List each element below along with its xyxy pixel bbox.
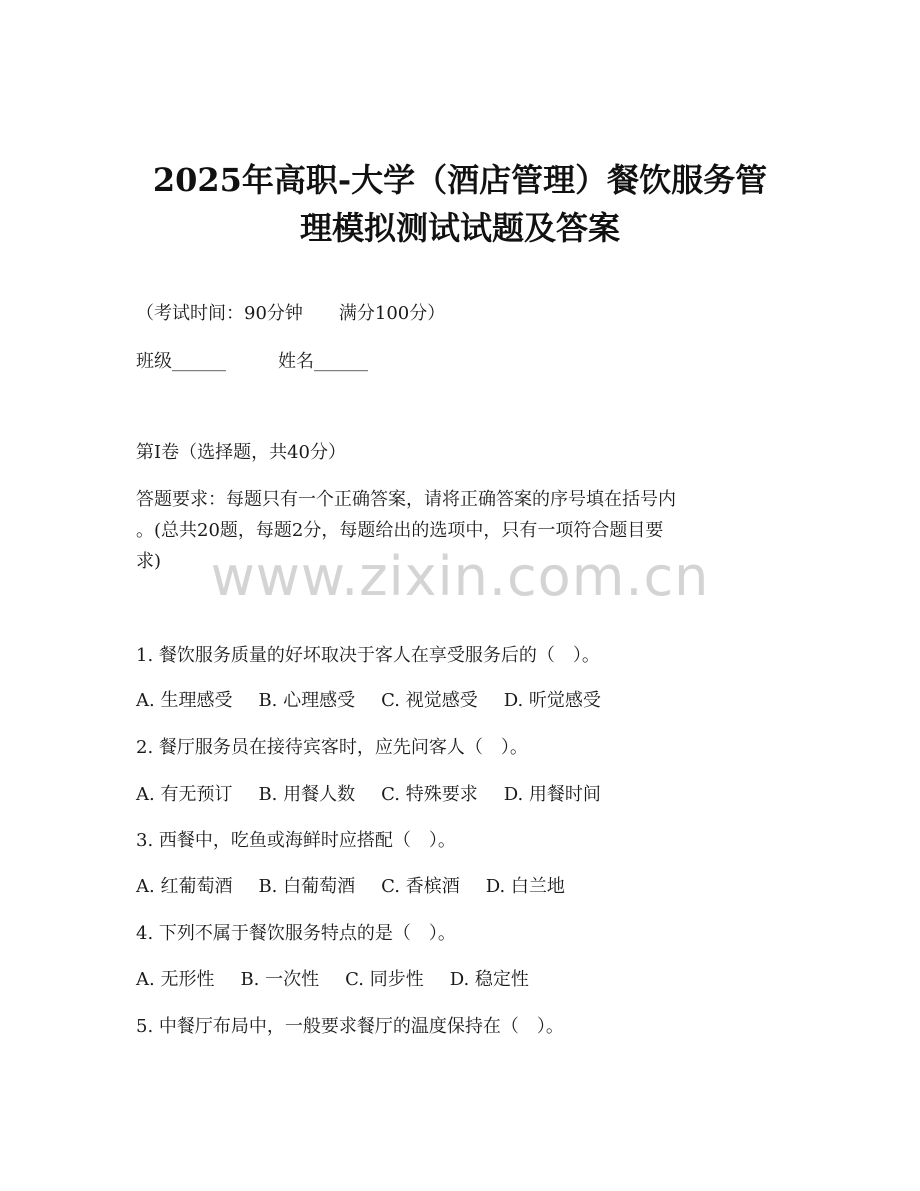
option-d: D. 用餐时间 — [503, 784, 601, 805]
question-5: 5. 中餐厅布局中，一般要求餐厅的温度保持在（ ）。 — [136, 1016, 564, 1037]
option-a: A. 无形性 — [136, 969, 215, 990]
instructions-line-3: 求) — [136, 551, 162, 572]
document-title-line-1: 2025年高职-大学（酒店管理）餐饮服务管 — [152, 161, 768, 199]
option-b: B. 用餐人数 — [258, 784, 356, 805]
section-heading: 第Ⅰ卷（选择题，共40分） — [136, 442, 347, 463]
option-b: B. 白葡萄酒 — [258, 876, 356, 897]
instructions-line-2: 。(总共20题，每题2分，每题给出的选项中，只有一项符合题目要 — [136, 520, 664, 541]
question-4: 4. 下列不属于餐饮服务特点的是（ ）。 — [136, 923, 456, 944]
question-1: 1. 餐饮服务质量的好坏取决于客人在享受服务后的（ ）。 — [136, 645, 600, 666]
option-d: D. 白兰地 — [485, 876, 565, 897]
question-1-options — [136, 689, 601, 713]
name-field: 姓名______ — [278, 351, 368, 372]
option-b: B. 心理感受 — [258, 690, 356, 711]
option-c: C. 视觉感受 — [381, 690, 478, 711]
exam-info: （考试时间：90分钟 满分100分） — [136, 303, 446, 324]
option-b: B. 一次性 — [240, 969, 320, 990]
question-3-options — [136, 875, 565, 899]
option-c: C. 香槟酒 — [381, 876, 460, 897]
question-3: 3. 西餐中，吃鱼或海鲜时应搭配（ ）。 — [136, 830, 456, 851]
option-a: A. 生理感受 — [136, 690, 233, 711]
option-a: A. 有无预订 — [136, 784, 233, 805]
document-title-line-2: 理模拟测试试题及答案 — [299, 209, 620, 247]
option-a: A. 红葡萄酒 — [136, 876, 233, 897]
student-info-row — [136, 350, 368, 374]
question-2: 2. 餐厅服务员在接待宾客时，应先问客人（ ）。 — [136, 737, 528, 758]
instructions-line-1: 答题要求：每题只有一个正确答案，请将正确答案的序号填在括号内 — [136, 489, 676, 510]
option-c: C. 同步性 — [345, 969, 424, 990]
class-field: 班级______ — [136, 351, 226, 372]
watermark: www.zixin.com.cn — [210, 545, 710, 608]
question-4-options — [136, 968, 529, 992]
option-c: C. 特殊要求 — [381, 784, 478, 805]
option-d: D. 听觉感受 — [503, 690, 601, 711]
question-2-options — [136, 783, 601, 807]
option-d: D. 稳定性 — [449, 969, 529, 990]
